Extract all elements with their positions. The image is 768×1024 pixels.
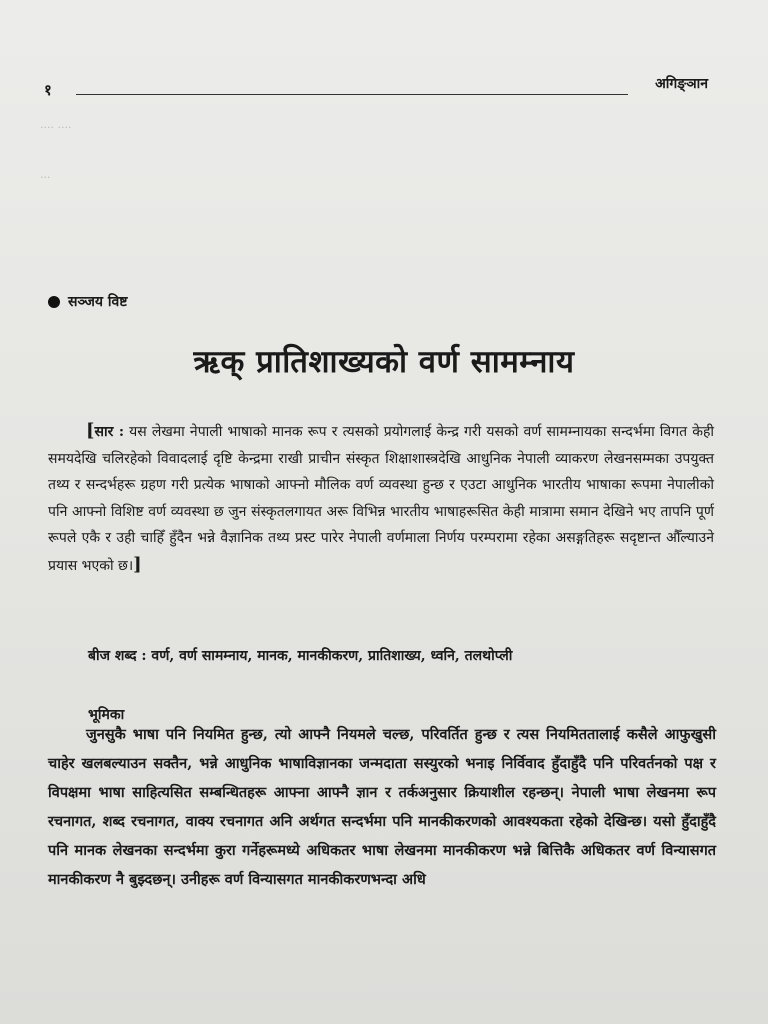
page-header — [40, 74, 712, 104]
abstract-close-bracket: ] — [133, 553, 142, 575]
body-paragraph: जुनसुकै भाषा पनि नियमित हुन्छ, त्यो आफ्नै नियमले चल्छ, परिवर्तित हुन्छ र त्यस नियमिततालाई कसैले आफुखुसी चाहेर खलबल्याउन सक्तैन, भन्ने आधुनिक भाषाविज्ञानका जन्मदाता सस्युरको भनाइ निर्विवाद हुँदाहुँदै पनि परिवर्तनको पक्ष र विपक्षमा भाषा साहित्यसित सम्बन्धितहरू आफ्ना आफ्नै ज्ञान र तर्कअनुसार क्रियाशील रहन्छन्। नेपाली भाषा लेखनमा रूप रचनागत, शब्द रचनागत, वाक्य रचनागत अनि अर्थगत सन्दर्भमा पनि मानकीकरणको आवश्यकता रहेको देखिन्छ। यसो हुँदाहुँदै पनि मानक लेखनका सन्दर्भमा कुरा गर्नेहरूमध्ये अधिकतर भाषा लेखनमा मानकीकरण भन्ने बित्तिकै अधिकतर वर्ण विन्यासगत मानकीकरण नै बुझ्दछन्। उनीहरू वर्ण विन्यासगत मानकीकरणभन्दा अधि — [48, 726, 716, 888]
abstract-text: यस लेखमा नेपाली भाषाको मानक रूप र त्यसको प्रयोगलाई केन्द्र गरी यसको वर्ण सामम्नायका सन्दर्भमा विगत केही समयदेखि चलिरहेको विवादलाई दृष्टि केन्द्रमा राखी प्राचीन संस्कृत शिक्षाशास्त्रदेखि आधुनिक नेपाली व्याकरण लेखनसम्मका उपयुक्त तथ्य र सन्दर्भहरू ग्रहण गरी प्रत्येक भाषाको आफ्नो मौलिक वर्ण व्यवस्था हुन्छ र एउटा आधुनिक भारतीय भाषाका रूपमा नेपालीको पनि आफ्नो विशिष्ट वर्ण व्यवस्था छ जुन संस्कृतलगायत अरू विभिन्न भारतीय भाषाहरूसित केही मात्रामा समान देखिने भए तापनि पूर्ण रूपले एकै र उही चाहिँ हुँदैन भन्ने वैज्ञानिक तथ्य प्रस्ट पारेर नेपाली वर्णमाला निर्णय परम्परामा रहेका असङ्गतिहरू सदृष्टान्त औँल्याउने प्रयास भएको छ। — [48, 424, 715, 574]
author-byline — [48, 292, 127, 311]
abstract-label: सार : — [94, 424, 125, 440]
running-head: अगिङ्ञान — [655, 76, 708, 92]
header-rule — [76, 94, 628, 95]
bullet-icon — [48, 296, 60, 308]
section-heading: भूमिका — [88, 707, 125, 723]
abstract-open-bracket: [ — [86, 420, 95, 441]
page-number: १ — [44, 81, 52, 99]
show-through-mark: ... — [40, 168, 51, 181]
article-title: ऋक् प्रातिशाख्यको वर्ण सामम्नाय — [193, 344, 575, 380]
abstract — [48, 418, 714, 579]
show-through-mark: .... .... — [40, 118, 72, 131]
author-name: सञ्जय विष्ट — [68, 294, 128, 310]
keywords: बीज शब्द : वर्ण, वर्ण सामम्नाय, मानक, मानकीकरण, प्रातिशाख्य, ध्वनि, तलथोप्ली — [88, 648, 513, 664]
